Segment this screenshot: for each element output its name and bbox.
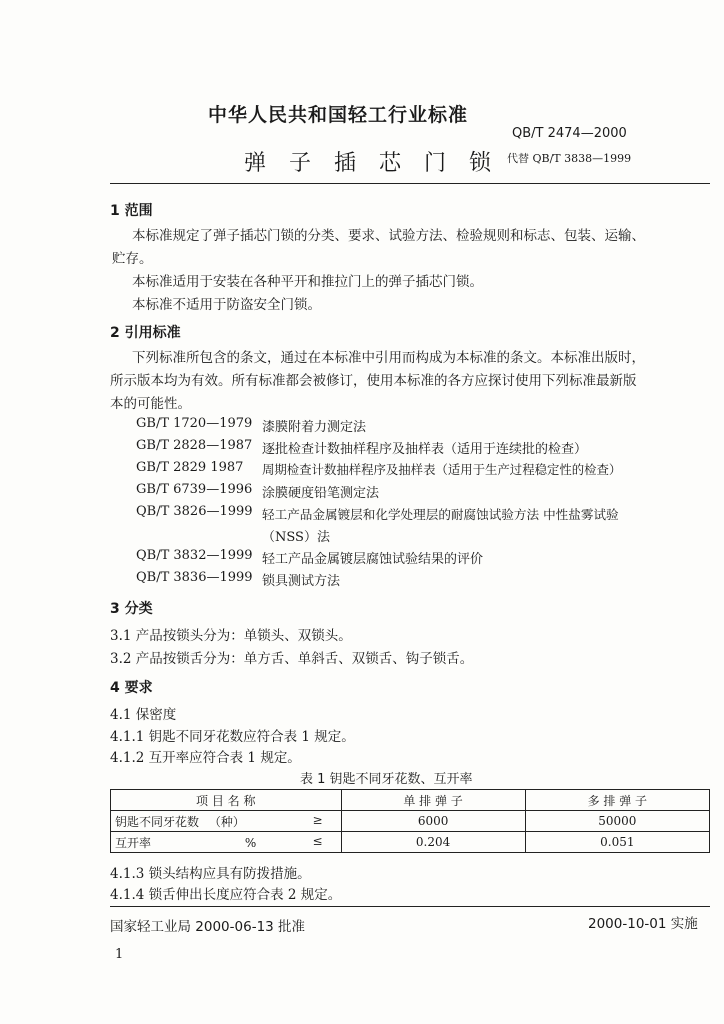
item-name: 钥匙不同牙花数 [115, 814, 200, 829]
row-item-cell [111, 811, 342, 832]
standard-category: 中华人民共和国轻工行业标准 [208, 104, 469, 126]
section-2-para-1-cont: 所示版本均为有效。所有标准都会被修订，使用本标准的各方应探讨使用下列标准最新版 [110, 373, 637, 389]
header-single-row-pins: 单 排 弹 子 [341, 790, 525, 811]
table-1-caption: 表 1 钥匙不同牙花数、互开率 [300, 772, 473, 787]
ref-code: GB/T 1720—1979 [136, 416, 253, 431]
ref-name: 涂膜硬度铅笔测定法 [262, 486, 380, 501]
section-2-para-1: 下列标准所包含的条文，通过在本标准中引用而构成为本标准的条文。本标准出版时， [132, 350, 645, 366]
section-1-para-2: 本标准适用于安装在各种平开和推拉门上的弹子插芯门锁。 [132, 274, 483, 290]
section-4-heading: 4 要求 [110, 680, 153, 696]
page-number: 1 [115, 947, 124, 962]
item-operator: ≤ [312, 833, 323, 848]
section-1-para-3: 本标准不适用于防盗安全门锁。 [132, 297, 321, 313]
section-3-heading: 3 分类 [110, 601, 153, 617]
clause-4-1-2: 4.1.2 互开率应符合表 1 规定。 [110, 750, 301, 766]
single-value: 0.204 [341, 832, 525, 853]
ref-code: GB/T 2829 1987 [136, 460, 244, 475]
approval-info: 国家轻工业局 2000-06-13 批准 [110, 919, 306, 935]
ref-name: 漆膜附着力测定法 [262, 420, 367, 435]
multi-value: 50000 [525, 811, 709, 832]
item-unit: % [244, 835, 257, 850]
header-multi-row-pins: 多 排 弹 子 [525, 790, 709, 811]
clause-4-1-3: 4.1.3 锁头结构应具有防拨措施。 [110, 866, 311, 882]
table-header-row [111, 790, 710, 811]
ref-code: GB/T 6739—1996 [136, 482, 253, 497]
footer-rule [110, 906, 710, 907]
table-row [111, 832, 710, 853]
section-1-para-1-cont: 贮存。 [112, 251, 153, 267]
ref-name: 轻工产品金属镀层和化学处理层的耐腐蚀试验方法 中性盐雾试验 [262, 507, 619, 522]
section-2-para-1-end: 本的可能性。 [110, 396, 191, 412]
header-rule [110, 183, 710, 184]
section-1-para-1: 本标准规定了弹子插芯门锁的分类、要求、试验方法、检验规则和标志、包装、运输、 [132, 228, 645, 244]
ref-code: QB/T 3832—1999 [136, 548, 253, 563]
ref-name-cont: （NSS）法 [262, 530, 330, 545]
clause-3-1: 3.1 产品按锁头分为：单锁头、双锁头。 [110, 628, 352, 644]
section-2-heading: 2 引用标准 [110, 325, 181, 341]
clause-4-1-1: 4.1.1 钥匙不同牙花数应符合表 1 规定。 [110, 729, 355, 745]
ref-code: GB/T 2828—1987 [136, 438, 253, 453]
standard-code: QB/T 2474—2000 [512, 126, 627, 141]
ref-name: 锁具测试方法 [262, 574, 341, 589]
multi-value: 0.051 [525, 832, 709, 853]
table-1 [110, 789, 710, 853]
table-row [111, 811, 710, 832]
implementation-date: 2000-10-01 实施 [588, 916, 698, 932]
header-item-name: 项 目 名 称 [111, 790, 342, 811]
row-item-cell [111, 832, 342, 853]
replaces-standard: 代替 QB/T 3838—1999 [507, 152, 632, 165]
ref-name: 轻工产品金属镀层腐蚀试验结果的评价 [262, 552, 484, 567]
item-name: 互开率 [115, 835, 152, 850]
ref-code: QB/T 3826—1999 [136, 504, 253, 519]
clause-3-2: 3.2 产品按锁舌分为：单方舌、单斜舌、双锁舌、钩子锁舌。 [110, 651, 474, 667]
section-1-heading: 1 范围 [110, 203, 153, 219]
ref-code: QB/T 3836—1999 [136, 570, 253, 585]
ref-name: 周期检查计数抽样程序及抽样表（适用于生产过程稳定性的检查） [262, 462, 622, 477]
ref-name: 逐批检查计数抽样程序及抽样表（适用于连续批的检查） [262, 442, 588, 457]
item-unit: （种） [208, 814, 245, 829]
clause-4-1: 4.1 保密度 [110, 707, 177, 723]
clause-4-1-4: 4.1.4 锁舌伸出长度应符合表 2 规定。 [110, 887, 342, 903]
document-title: 弹 子 插 芯 门 锁 [244, 151, 499, 176]
item-operator: ≥ [312, 812, 323, 827]
single-value: 6000 [341, 811, 525, 832]
